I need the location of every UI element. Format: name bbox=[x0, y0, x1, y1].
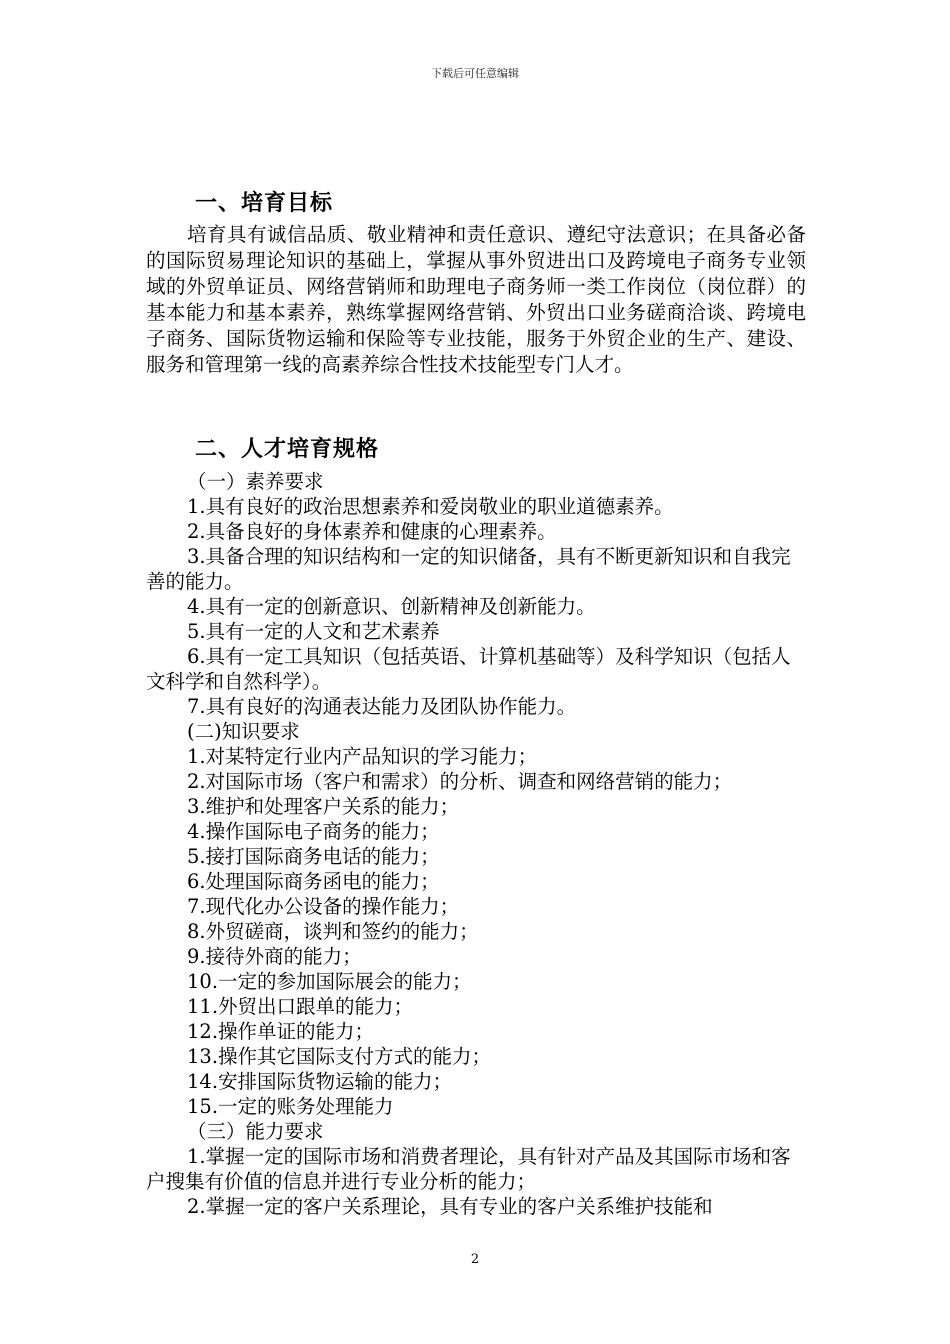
list-item: 8.外贸磋商，谈判和签约的能力； bbox=[187, 920, 479, 943]
subheading-quality: （一）素养要求 bbox=[187, 470, 324, 493]
list-item: 5.具有一定的人文和艺术素养 bbox=[187, 620, 440, 643]
list-item: 7.具有良好的沟通表达能力及团队协作能力。 bbox=[187, 695, 577, 718]
paragraph-training-goal: 培育具有诚信品质、敬业精神和责任意识、遵纪守法意识；在具备必备的国际贸易理论知识的基础上，掌握从事外贸进出口及跨境电子商务专业领域的外贸单证员、网络营销师和助理电子商务师一类工作岗位（岗位群）的基本能力和基本素养，熟练掌握网络营销、外贸出口业务磋商洽谈、跨境电子商务、国际货物运输和保险等专业技能，服务于外贸企业的生产、建设、服务和管理第一线的高素养综合性技术技能型专门人才。 bbox=[146, 223, 806, 376]
list-item: 13.操作其它国际支付方式的能力； bbox=[187, 1045, 492, 1068]
list-item: 14.安排国际货物运输的能力； bbox=[187, 1070, 453, 1093]
list-item: 2.具备良好的身体素养和健康的心理素养。 bbox=[187, 520, 557, 543]
list-item: 1.掌握一定的国际市场和消费者理论，具有针对产品及其国际市场和客户搜集有价值的信息并进行专业分析的能力； bbox=[146, 1145, 791, 1193]
list-item: 12.操作单证的能力； bbox=[187, 1020, 375, 1043]
section-heading-2: 二、人才培育规格 bbox=[195, 437, 380, 462]
list-item: 4.具有一定的创新意识、创新精神及创新能力。 bbox=[187, 595, 596, 618]
subheading-ability: （三）能力要求 bbox=[187, 1120, 324, 1143]
list-item: 10.一定的参加国际展会的能力； bbox=[187, 970, 472, 993]
list-item: 9.接待外商的能力； bbox=[187, 945, 362, 968]
list-item: 2.掌握一定的客户关系理论，具有专业的客户关系维护技能和 bbox=[187, 1195, 713, 1218]
list-item: 3.具备合理的知识结构和一定的知识储备，具有不断更新知识和自我完善的能力。 bbox=[146, 545, 791, 593]
requirements-list bbox=[146, 469, 806, 1219]
list-item: 1.具有良好的政治思想素养和爱岗敬业的职业道德素养。 bbox=[187, 495, 674, 518]
page-number: 2 bbox=[470, 1252, 480, 1267]
list-item: 5.接打国际商务电话的能力； bbox=[187, 845, 440, 868]
page-header: 下载后可任意编辑 bbox=[431, 67, 519, 80]
list-item: 6.处理国际商务函电的能力； bbox=[187, 870, 440, 893]
list-item: 3.维护和处理客户关系的能力； bbox=[187, 795, 460, 818]
section-heading-1: 一、培育目标 bbox=[195, 191, 334, 216]
list-item: 1.对某特定行业内产品知识的学习能力； bbox=[187, 745, 538, 768]
list-item: 15.一定的账务处理能力 bbox=[187, 1095, 394, 1118]
list-item: 11.外贸出口跟单的能力； bbox=[187, 995, 414, 1018]
list-item: 2.对国际市场（客户和需求）的分析、调查和网络营销的能力； bbox=[187, 770, 733, 793]
list-item: 4.操作国际电子商务的能力； bbox=[187, 820, 440, 843]
list-item: 6.具有一定工具知识（包括英语、计算机基础等）及科学知识（包括人文科学和自然科学）。 bbox=[146, 645, 791, 693]
list-item: 7.现代化办公设备的操作能力； bbox=[187, 895, 460, 918]
subheading-knowledge: (二)知识要求 bbox=[187, 720, 300, 743]
